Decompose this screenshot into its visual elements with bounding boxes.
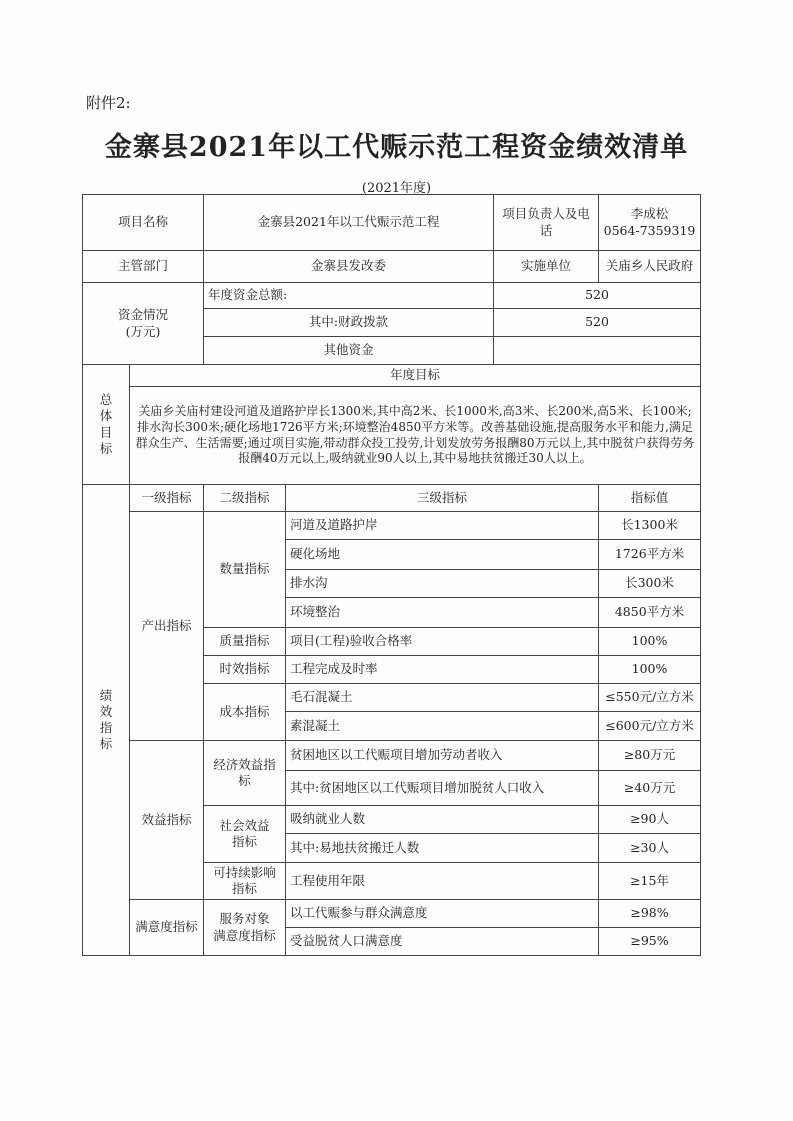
- indicator-name: 硬化场地: [286, 540, 599, 570]
- indicator-value: ≤550元/立方米: [599, 684, 701, 712]
- indicator-name: 毛石混凝土: [286, 684, 599, 712]
- funds-fiscal-label: 其中:财政拨款: [204, 309, 494, 337]
- service-satisfaction-label: 服务对象 满意度指标: [204, 900, 286, 956]
- col-header-level3: 三级指标: [286, 485, 599, 512]
- unit: 关庙乡人民政府: [599, 251, 701, 283]
- owner-name: 李成松: [630, 206, 669, 222]
- indicator-value: ≥30人: [599, 834, 701, 863]
- satisfaction-label: 满意度指标: [130, 900, 204, 956]
- col-header-level1: 一级指标: [130, 485, 204, 512]
- indicator-name: 以工代赈参与群众满意度: [286, 900, 599, 928]
- funds-fiscal-value: 520: [494, 309, 701, 337]
- performance-table: [82, 194, 701, 956]
- funds-other-value: [494, 337, 701, 365]
- indicator-value: ≥40万元: [599, 771, 701, 806]
- owner-label: 项目负责人及电话: [494, 195, 599, 251]
- indicator-value: ≤600元/立方米: [599, 712, 701, 741]
- indicator-name: 环境整治: [286, 598, 599, 628]
- indicator-name: 工程使用年限: [286, 863, 599, 900]
- funds-other-label: 其他资金: [204, 337, 494, 365]
- indicator-value: ≥95%: [599, 928, 701, 956]
- col-header-level2: 二级指标: [204, 485, 286, 512]
- indicator-name: 其中:贫困地区以工代赈项目增加脱贫人口收入: [286, 771, 599, 806]
- table-row: [83, 251, 701, 283]
- indicator-name: 素混凝土: [286, 712, 599, 741]
- table-row: [83, 741, 701, 771]
- social-label: 社会效益 指标: [204, 806, 286, 863]
- indicator-name: 排水沟: [286, 570, 599, 598]
- quantity-label: 数量指标: [204, 512, 286, 628]
- indicators-side-label: 绩 效 指 标: [83, 485, 130, 956]
- economic-label: 经济效益指标: [204, 741, 286, 806]
- document-year: (2021年度): [361, 181, 432, 196]
- funds-total-label: 年度资金总额:: [204, 283, 494, 309]
- table-row: [83, 365, 701, 387]
- indicator-value: ≥80万元: [599, 741, 701, 771]
- indicator-name: 工程完成及时率: [286, 656, 599, 684]
- funds-total-value: 520: [494, 283, 701, 309]
- goal-side-label: 总 体 目 标: [83, 365, 130, 485]
- quality-label: 质量指标: [204, 628, 286, 656]
- project-name: 金寨县2021年以工代赈示范工程: [204, 195, 494, 251]
- benefit-label: 效益指标: [130, 741, 204, 900]
- output-label: 产出指标: [130, 512, 204, 741]
- indicator-name: 河道及道路护岸: [286, 512, 599, 540]
- cost-label: 成本指标: [204, 684, 286, 741]
- project-name-label: 项目名称: [83, 195, 204, 251]
- indicator-value: ≥98%: [599, 900, 701, 928]
- indicator-name: 项目(工程)验收合格率: [286, 628, 599, 656]
- indicator-value: ≥15年: [599, 863, 701, 900]
- attachment-label: 附件2:: [86, 94, 131, 112]
- funds-label-line2: (万元): [125, 323, 161, 339]
- unit-label: 实施单位: [494, 251, 599, 283]
- indicator-name: 其中:易地扶贫搬迁人数: [286, 834, 599, 863]
- indicator-value: 100%: [599, 628, 701, 656]
- indicator-value: 长1300米: [599, 512, 701, 540]
- table-row: [83, 387, 701, 485]
- goal-header: 年度目标: [130, 365, 701, 387]
- table-row: [83, 283, 701, 309]
- document-title: 金寨县2021年以工代赈示范工程资金绩效清单: [104, 132, 689, 163]
- indicator-value: 4850平方米: [599, 598, 701, 628]
- timeliness-label: 时效指标: [204, 656, 286, 684]
- table-row: [83, 512, 701, 540]
- indicator-name: 受益脱贫人口满意度: [286, 928, 599, 956]
- indicator-name: 吸纳就业人数: [286, 806, 599, 834]
- owner-phone: 0564-7359319: [603, 222, 696, 238]
- funds-label-line1: 资金情况: [118, 307, 169, 323]
- table-row: [83, 900, 701, 928]
- sustainable-label: 可持续影响 指标: [204, 863, 286, 900]
- indicator-value: 1726平方米: [599, 540, 701, 570]
- table-row: [83, 195, 701, 251]
- dept-label: 主管部门: [83, 251, 204, 283]
- dept: 金寨县发改委: [204, 251, 494, 283]
- indicator-value: 长300米: [599, 570, 701, 598]
- indicator-value: ≥90人: [599, 806, 701, 834]
- indicator-name: 贫困地区以工代赈项目增加劳动者收入: [286, 741, 599, 771]
- owner-contact: [599, 195, 701, 251]
- funds-label: [83, 283, 204, 365]
- col-header-value: 指标值: [599, 485, 701, 512]
- goal-text: 关庙乡关庙村建设河道及道路护岸长1300米,其中高2米、长1000米,高3米、长200米,高5米、长100米;排水沟长300米;硬化场地1726平方米;环境整治4850平方米等。改善基础设施,提高服务水平和能力,满足群众生产、生活需要;通过项目实施,带动群众投工投劳,计划发放劳务报酬80万元以上,其中脱贫户获得劳务报酬40万元以上,吸纳就业90人以上,其中易地扶贫搬迁30人以上。: [130, 387, 701, 485]
- indicator-value: 100%: [599, 656, 701, 684]
- table-row: [83, 485, 701, 512]
